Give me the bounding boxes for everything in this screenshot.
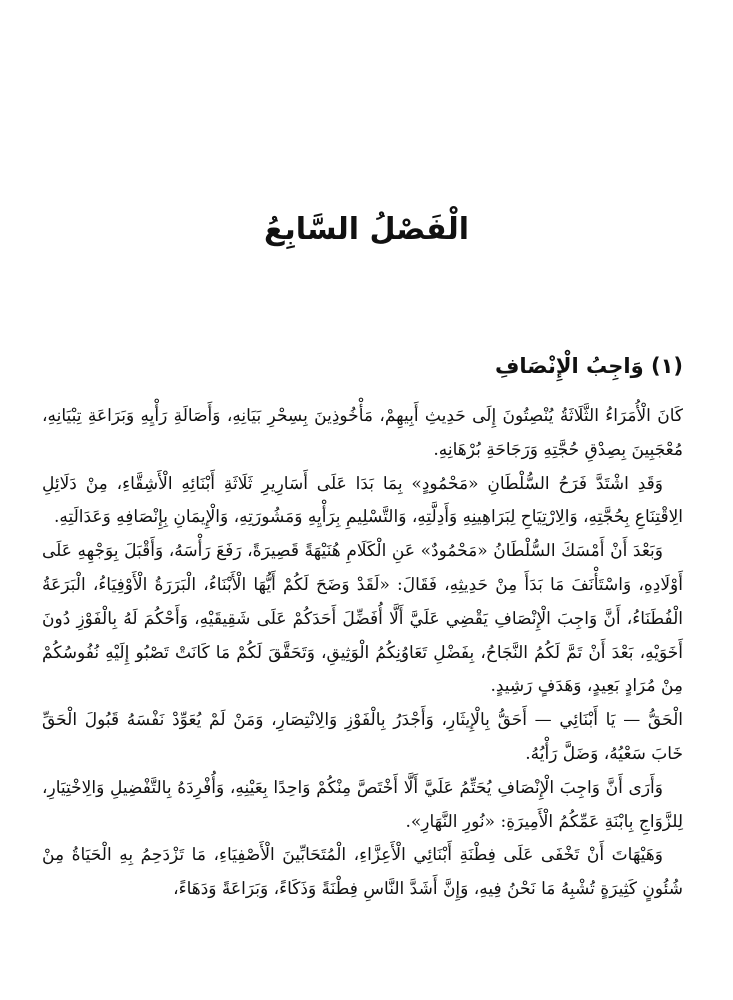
paragraph: وَقَدِ اشْتَدَّ فَرَحُ السُّلْطَانِ «مَحْمُودٍ» بِمَا بَدَا عَلَى أَسَارِيرِ ثَلَاثَةِ أَبْنَائِهِ الْأَشِقَّاءِ، مِنْ دَلَائِلِ الِاقْتِنَاعِ بِحُجَّتِهِ، وَالِارْتِيَاحِ لِبَرَاهِينِهِ وَأَدِلَّتِهِ، وَالتَّسْلِيمِ بِرَأْيِهِ وَمَشُورَتِهِ، وَالْإِيمَانِ بِإِنْصَافِهِ وَعَدَالَتِهِ. (42, 473, 683, 528)
body-text (42, 400, 683, 907)
section-heading: (١) وَاجِبُ الْإِنْصَافِ (495, 354, 683, 378)
chapter-title: الْفَصْلُ السَّابِعُ (263, 212, 470, 247)
paragraph: وَبَعْدَ أَنْ أَمْسَكَ السُّلْطَانُ «مَحْمُودٌ» عَنِ الْكَلَامِ هُنَيْهَةً قَصِيرَةً، رَفَعَ رَأْسَهُ، وَأَقْبَلَ بِوَجْهِهِ عَلَى أَوْلَادِهِ، وَاسْتَأْنَفَ مَا بَدَأَ مِنْ حَدِيثِهِ، فَقَالَ: «لَقَدْ وَضَحَ لَكُمْ أَيُّهَا الْأَبْنَاءُ، الْبَرَرَةُ الْأَوْفِيَاءُ، الْبَرَعَةُ الْفُطَنَاءُ، أَنَّ وَاجِبَ الْإِنْصَافِ يَقْضِي عَلَيَّ أَلَّا أُفَضِّلَ أَحَدَكُمْ عَلَى شَقِيقَيْهِ، وَأَحْكُمَ لَهُ بِالْفَوْزِ دُونَ أَخَوَيْهِ، بَعْدَ أَنْ تَمَّ لَكُمُ النَّجَاحُ، بِفَضْلِ تَعَاوُنِكُمُ الْوَثِيقِ، وَتَحَقَّقَ لَكُمْ مَا كَانَتْ تَصْبُو إِلَيْهِ نُفُوسُكُمْ مِنْ مُرَادٍ بَعِيدٍ، وَهَدَفٍ رَشِيدٍ. (42, 541, 683, 697)
paragraph: وَأَرَى أَنَّ وَاجِبَ الْإِنْصَافِ يُحَتِّمُ عَلَيَّ أَلَّا أَخْتَصَّ مِنْكُمْ وَاحِدًا بِعَيْنِهِ، وَأُفْرِدَهُ بِالتَّفْضِيلِ وَالِاخْتِيَارِ، لِلزَّوَاجِ بِابْنَةِ عَمِّكُمُ الْأَمِيرَةِ: «نُورِ النَّهَارِ». (42, 777, 683, 832)
paragraph: الْحَقُّ — يَا أَبْنَائِي — أَحَقُّ بِالْإِيثَارِ، وَأَجْدَرُ بِالْفَوْزِ وَالِانْتِصَارِ، وَمَنْ لَمْ يُعَوِّدْ نَفْسَهُ قَبُولَ الْحَقِّ خَابَ سَعْيُهُ، وَضَلَّ رَأْيُهُ. (42, 710, 683, 764)
paragraph: وَهَيْهَاتَ أَنْ تَخْفَى عَلَى فِطْنَةِ أَبْنَائِي الْأَعِزَّاءِ، الْمُتَحَابِّينَ الْأَصْفِيَاءِ، مَا تَزْدَحِمُ بِهِ الْحَيَاةُ مِنْ شُئُونٍ كَثِيرَةٍ تُشْبِهُ مَا نَحْنُ فِيهِ، وَإِنَّ أَشَدَّ النَّاسِ فِطْنَةً وَذَكَاءً، وَبَرَاعَةً وَدَهَاءً، (42, 845, 683, 900)
paragraph: كَانَ الْأُمَرَاءُ الثَّلَاثَةُ يُنْصِتُونَ إِلَى حَدِيثِ أَبِيهِمْ، مَأْخُوذِينَ بِسِحْرِ بَيَانِهِ، وَأَصَالَةِ رَأْيِهِ وَبَرَاعَةِ تِبْيَانِهِ، مُعْجَبِينَ بِصِدْقِ حُجَّتِهِ وَرَجَاحَةِ بُرْهَانِهِ. (42, 406, 683, 460)
